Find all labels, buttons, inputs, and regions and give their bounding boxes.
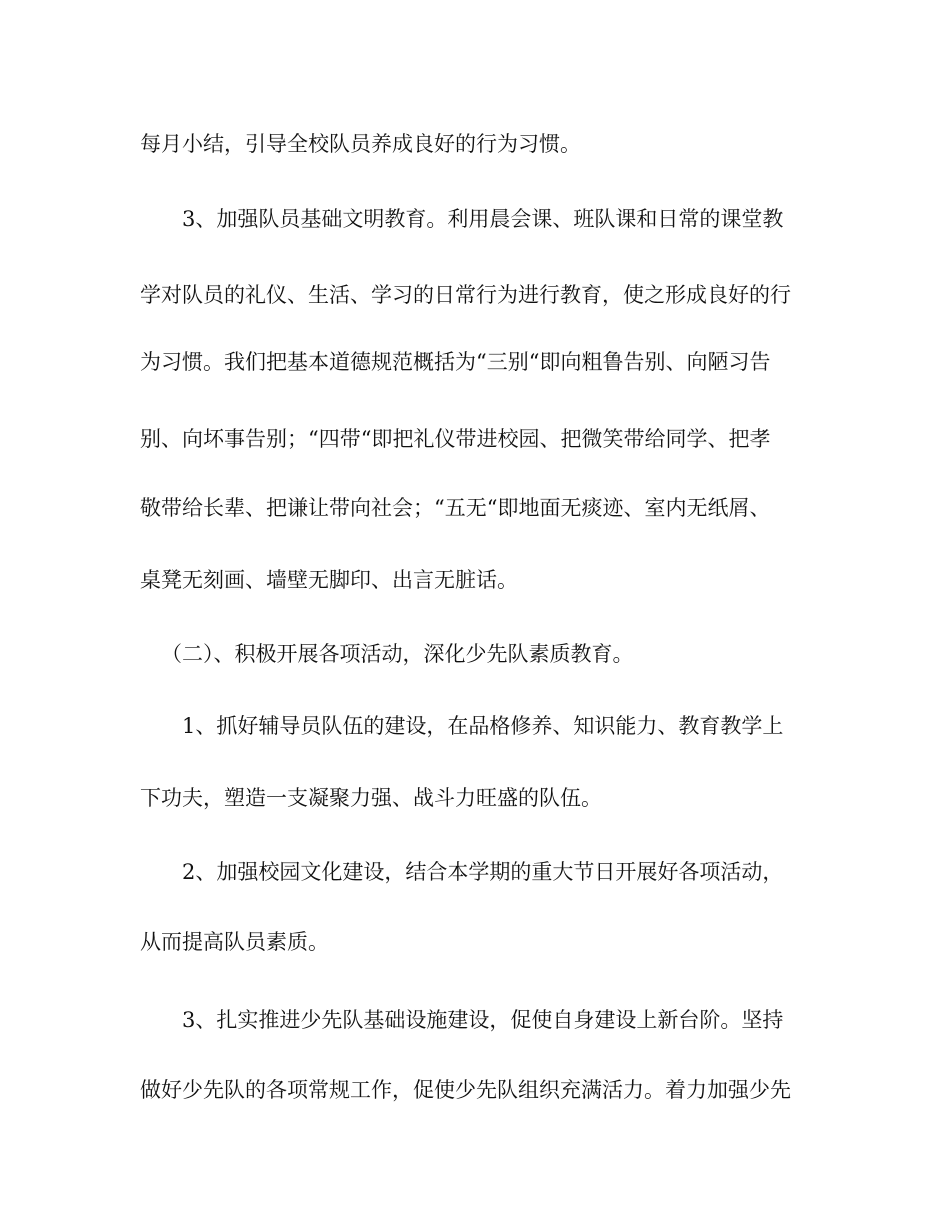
paragraph-line: 为习惯。我们把基本道德规范概括为“三别“即向粗鲁告别、向陋习告 (140, 350, 771, 374)
paragraph-line: 学对队员的礼仪、生活、学习的日常行为进行教育，使之形成良好的行 (140, 283, 791, 307)
paragraph-line: 从而提高队员素质。 (140, 930, 329, 954)
paragraph-line: 桌凳无刻画、墙壁无脚印、出言无脏话。 (140, 568, 518, 592)
paragraph-line: 下功夫，塑造一支凝聚力强、战斗力旺盛的队伍。 (140, 786, 602, 810)
paragraph-line: 别、向坏事告别；“四带“即把礼仪带进校园、把微笑带给同学、把孝 (140, 427, 771, 451)
paragraph-line: 3、加强队员基础文明教育。利用晨会课、班队课和日常的课堂教 (182, 207, 784, 231)
section-heading: （二）、积极开展各项活动，深化少先队素质教育。 (161, 642, 634, 666)
paragraph-line: 敬带给长辈、把谦让带向社会；“五无“即地面无痰迹、室内无纸屑、 (140, 496, 771, 520)
paragraph-line: 2、加强校园文化建设，结合本学期的重大节日开展好各项活动， (182, 860, 784, 884)
paragraph-line: 每月小结，引导全校队员养成良好的行为习惯。 (140, 132, 581, 156)
paragraph-line: 1、抓好辅导员队伍的建设，在品格修养、知识能力、教育教学上 (182, 714, 784, 738)
paragraph-line: 做好少先队的各项常规工作，促使少先队组织充满活力。着力加强少先 (140, 1078, 791, 1102)
paragraph-line: 3、扎实推进少先队基础设施建设，促使自身建设上新台阶。坚持 (182, 1008, 784, 1032)
